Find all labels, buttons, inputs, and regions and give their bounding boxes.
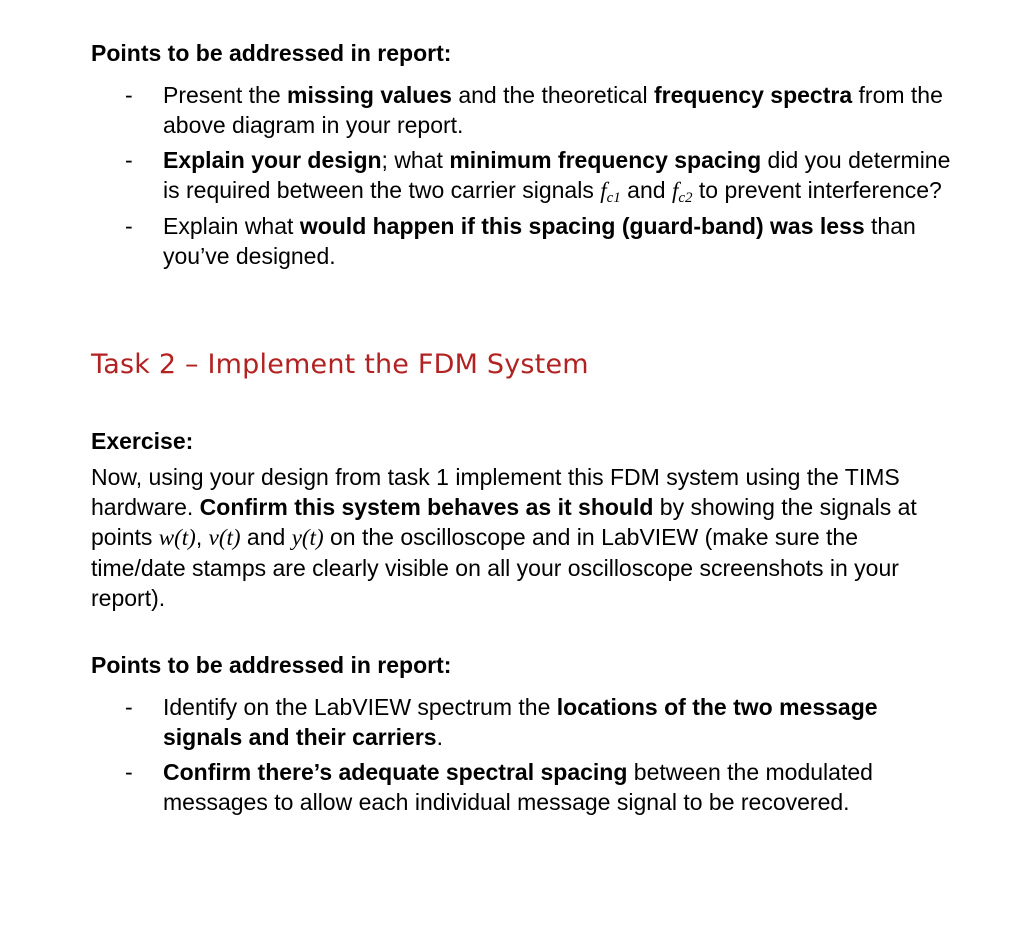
text: ; what <box>381 147 450 173</box>
bold-text: Confirm this system behaves as it should <box>199 494 654 520</box>
text: by showing the signals at points <box>91 494 917 550</box>
text: and <box>240 524 292 550</box>
text: , <box>195 524 209 550</box>
points-list-2 <box>91 692 951 822</box>
text: between the modulated messages to allow each individual message signal to be recovered. <box>163 759 873 815</box>
points-heading-2: Points to be addressed in report: <box>91 652 452 678</box>
points-list-1 <box>91 80 951 276</box>
bold-text: missing values <box>287 82 452 108</box>
text: Explain what <box>163 213 300 239</box>
exercise-heading: Exercise: <box>91 428 194 454</box>
bullet-dash: - <box>125 694 133 720</box>
task-2-title: Task 2 – Implement the FDM System <box>91 349 589 380</box>
bullet-dash: - <box>125 213 133 239</box>
text: and <box>620 177 672 203</box>
bullet-dash: - <box>125 82 133 108</box>
list-item <box>91 145 951 206</box>
list-item <box>91 757 951 817</box>
bold-text: minimum frequency spacing <box>449 147 762 173</box>
bold-text: locations of the two message signals and their carriers <box>163 694 878 750</box>
bold-text: Explain your design <box>163 147 382 173</box>
list-item <box>91 692 951 752</box>
list-item <box>91 211 951 271</box>
text: Now, using your design from task 1 implement this FDM system using the TIMS hardware. <box>91 464 900 520</box>
text: than you’ve designed. <box>163 213 916 269</box>
exercise-paragraph <box>91 462 921 613</box>
points-heading-1: Points to be addressed in report: <box>91 40 452 66</box>
bold-text: frequency spectra <box>653 82 853 108</box>
carrier-fc1: $f_{c1}$ <box>600 178 621 206</box>
bold-text: Confirm there’s adequate spectral spacing <box>163 759 628 785</box>
list-item <box>91 80 951 140</box>
text: from the above diagram in your report. <box>163 82 943 138</box>
text: to prevent interference? <box>692 177 942 203</box>
signal-w: w(t) <box>158 525 196 550</box>
signal-v: v(t) <box>208 525 241 550</box>
signal-y: y(t) <box>291 525 324 550</box>
text: did you determine is required between the two carrier signals <box>163 147 951 203</box>
text: on the oscilloscope and in LabVIEW (make sure the time/date stamps are clearly visible on all your oscilloscope screenshots in your report). <box>91 524 899 611</box>
bold-text: would happen if this spacing (guard-band) was less <box>299 213 865 239</box>
carrier-fc2: $f_{c2}$ <box>671 178 693 206</box>
text: . <box>436 724 443 750</box>
text: Identify on the LabVIEW spectrum the <box>163 694 557 720</box>
bullet-dash: - <box>125 147 133 173</box>
bullet-dash: - <box>125 759 133 785</box>
text: Present the <box>163 82 288 108</box>
text: and the theoretical <box>451 82 654 108</box>
